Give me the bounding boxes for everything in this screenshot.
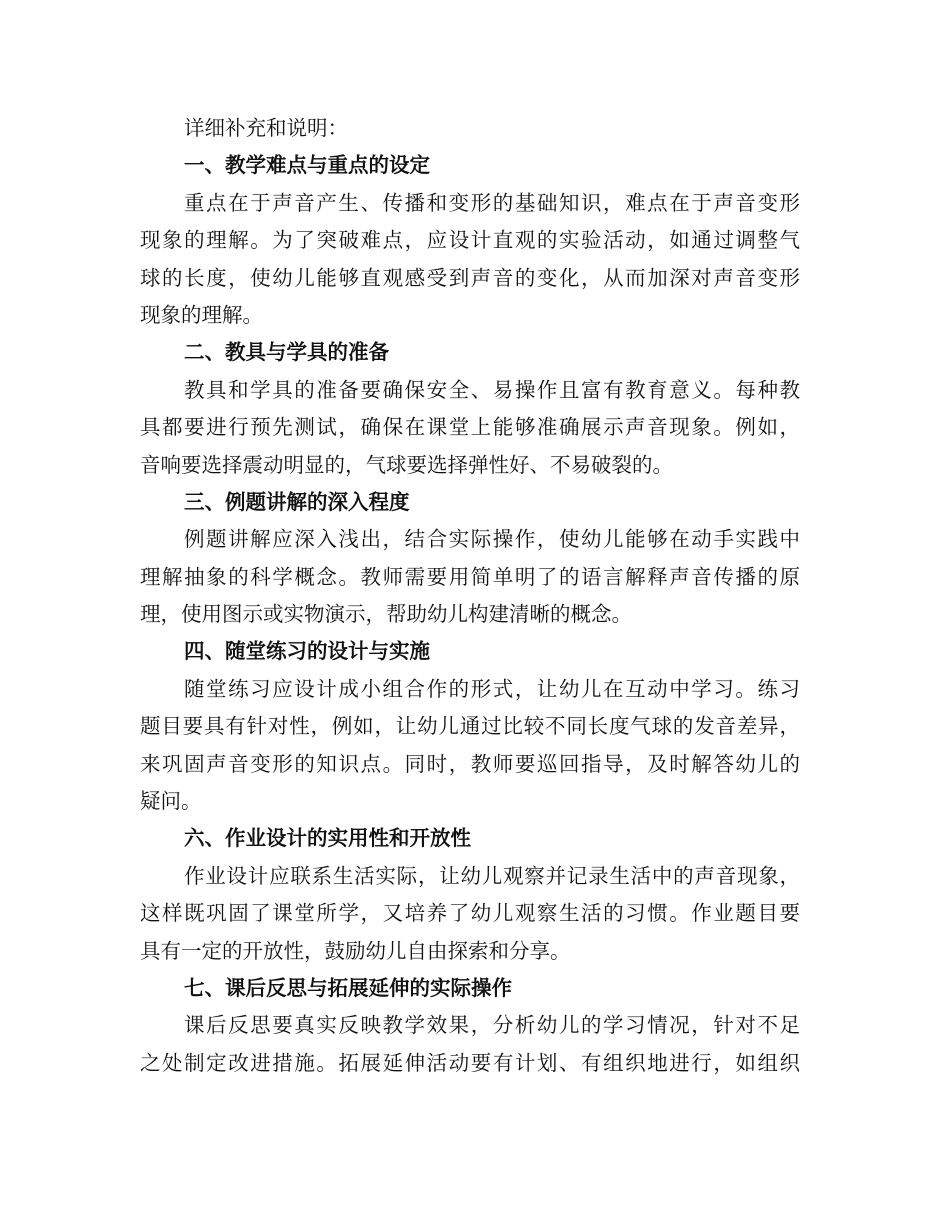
paragraph-line: 这样既巩固了课堂所学，又培养了幼儿观察生活的习惯。作业题目要 bbox=[140, 901, 800, 926]
paragraph-line: 具都要进行预先测试，确保在课堂上能够准确展示声音现象。例如， bbox=[140, 415, 800, 440]
section-heading: 六、作业设计的实用性和开放性 bbox=[184, 826, 471, 851]
paragraph-line: 具有一定的开放性，鼓励幼儿自由探索和分享。 bbox=[140, 938, 571, 963]
paragraph-line: 现象的理解。 bbox=[140, 302, 263, 327]
section-heading: 七、课后反思与拓展延伸的实际操作 bbox=[184, 975, 512, 1000]
document-page bbox=[140, 110, 800, 1082]
section-heading: 三、例题讲解的深入程度 bbox=[184, 489, 410, 514]
paragraph-line: 例题讲解应深入浅出，结合实际操作，使幼儿能够在动手实践中 bbox=[184, 527, 800, 552]
paragraph-line: 教具和学具的准备要确保安全、易操作且富有教育意义。每种教 bbox=[184, 377, 800, 402]
paragraph-line: 现象的理解。为了突破难点，应设计直观的实验活动，如通过调整气 bbox=[140, 228, 800, 253]
paragraph-line: 球的长度，使幼儿能够直观感受到声音的变化，从而加深对声音变形 bbox=[140, 265, 800, 290]
paragraph-line: 课后反思要真实反映教学效果，分析幼儿的学习情况，针对不足 bbox=[184, 1013, 800, 1038]
paragraph-line: 疑问。 bbox=[140, 789, 202, 814]
paragraph-line: 音响要选择震动明显的，气球要选择弹性好、不易破裂的。 bbox=[140, 452, 673, 477]
paragraph-line: 作业设计应联系生活实际，让幼儿观察并记录生活中的声音现象， bbox=[184, 863, 800, 888]
intro-line: 详细补充和说明： bbox=[184, 116, 348, 140]
paragraph-line: 题目要具有针对性，例如，让幼儿通过比较不同长度气球的发音差异， bbox=[140, 714, 800, 739]
section-heading: 一、教学难点与重点的设定 bbox=[184, 153, 430, 178]
paragraph-line: 重点在于声音产生、传播和变形的基础知识，难点在于声音变形 bbox=[184, 190, 800, 215]
paragraph-line: 随堂练习应设计成小组合作的形式，让幼儿在互动中学习。练习 bbox=[184, 676, 800, 701]
paragraph-line: 理，使用图示或实物演示，帮助幼儿构建清晰的概念。 bbox=[140, 602, 632, 627]
paragraph-line: 来巩固声音变形的知识点。同时，教师要巡回指导，及时解答幼儿的 bbox=[140, 751, 800, 776]
section-heading: 四、随堂练习的设计与实施 bbox=[184, 639, 430, 664]
paragraph-line: 之处制定改进措施。拓展延伸活动要有计划、有组织地进行，如组织 bbox=[140, 1050, 800, 1075]
paragraph-line: 理解抽象的科学概念。教师需要用简单明了的语言解释声音传播的原 bbox=[140, 564, 800, 589]
section-heading: 二、教具与学具的准备 bbox=[184, 340, 389, 365]
